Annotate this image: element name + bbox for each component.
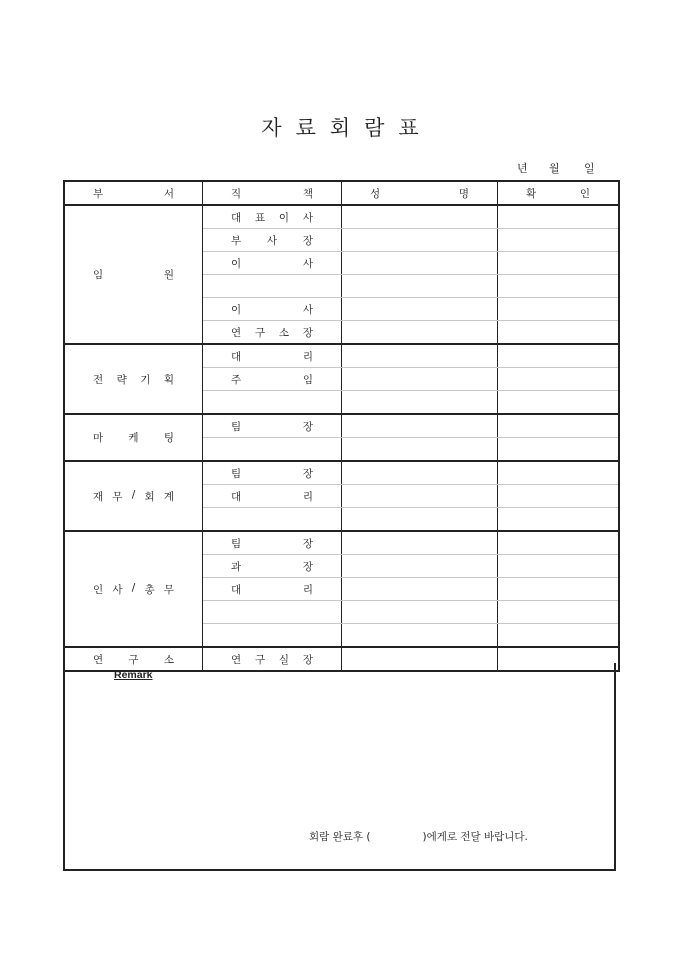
name-entry-cell[interactable] (342, 205, 498, 229)
confirm-entry-cell[interactable] (498, 578, 620, 601)
position-title (203, 325, 341, 340)
confirm-entry-cell[interactable] (498, 344, 620, 368)
table-row (64, 414, 619, 438)
name-entry-cell[interactable] (342, 298, 498, 321)
document-title: 자료회람표 (261, 116, 433, 140)
position-cell (203, 344, 342, 368)
position-title-char: 장 (302, 560, 313, 573)
position-title-char: 구 (254, 653, 266, 666)
position-title-char: 장 (302, 467, 313, 480)
header-department (64, 181, 203, 205)
position-title-char: 부 (231, 234, 242, 247)
confirm-entry-cell[interactable] (498, 275, 620, 298)
position-title-char: 과 (231, 560, 242, 573)
position-title (203, 302, 341, 317)
department-cell (64, 531, 203, 647)
department-name-char: / (131, 581, 136, 594)
position-cell (203, 438, 342, 462)
confirm-entry-cell[interactable] (498, 414, 620, 438)
name-entry-cell[interactable] (342, 555, 498, 578)
position-title (203, 233, 341, 248)
position-title (203, 559, 341, 574)
position-title-char: 대 (231, 350, 242, 363)
confirm-entry-cell[interactable] (498, 205, 620, 229)
name-entry-cell[interactable] (342, 508, 498, 532)
confirm-entry-cell[interactable] (498, 485, 620, 508)
confirm-entry-cell[interactable] (498, 508, 620, 532)
forwarding-note (309, 829, 528, 844)
header-text: 책 (302, 187, 313, 200)
name-entry-cell[interactable] (342, 391, 498, 415)
name-entry-cell[interactable] (342, 414, 498, 438)
position-title-char: 실 (278, 653, 290, 666)
name-entry-cell[interactable] (342, 275, 498, 298)
department-name (65, 372, 202, 387)
position-title-char: 팀 (231, 420, 242, 433)
remark-area (63, 663, 616, 871)
department-name-char: 략 (116, 373, 127, 386)
header-text: 성 (370, 187, 381, 200)
department-name-char: 재 (93, 490, 104, 503)
forwarding-note-suffix: )에게로 전달 바랍니다. (422, 831, 528, 843)
department-name-char: 계 (163, 490, 174, 503)
position-title-char: 팀 (231, 467, 242, 480)
department-name-char: 획 (163, 373, 174, 386)
position-title-char: 리 (302, 490, 313, 503)
date-year-label: 년 (517, 162, 528, 175)
department-name-char: 마 (93, 432, 104, 444)
position-cell (203, 485, 342, 508)
name-entry-cell[interactable] (342, 321, 498, 345)
position-title (203, 256, 341, 271)
header-name (342, 181, 498, 205)
position-title-char: 장 (302, 234, 313, 247)
department-name-char: 임 (93, 269, 104, 281)
position-title (203, 419, 341, 434)
position-title-char: 장 (302, 420, 313, 433)
position-title-char: 구 (254, 326, 266, 339)
department-name-char: 무 (163, 583, 174, 596)
header-text: 인 (579, 187, 590, 200)
remark-label: Remark (114, 669, 153, 681)
name-entry-cell[interactable] (342, 485, 498, 508)
department-name-char: 원 (163, 269, 174, 281)
position-title-char: 팀 (231, 537, 242, 550)
name-entry-cell[interactable] (342, 461, 498, 485)
position-title-char: 표 (254, 211, 266, 224)
header-confirm (498, 181, 620, 205)
position-cell (203, 275, 342, 298)
table-header-row (64, 181, 619, 205)
confirm-entry-cell[interactable] (498, 368, 620, 391)
position-title-char: 사 (302, 257, 313, 270)
header-text: 명 (458, 187, 469, 200)
name-entry-cell[interactable] (342, 438, 498, 462)
position-title (203, 582, 341, 597)
department-cell (64, 414, 203, 461)
header-position (203, 181, 342, 205)
department-cell (64, 461, 203, 531)
position-title (203, 210, 341, 225)
position-cell (203, 368, 342, 391)
table-row (64, 344, 619, 368)
position-cell (203, 508, 342, 532)
department-name-char: 소 (163, 653, 174, 666)
department-name-char: 케 (128, 432, 139, 444)
date-day-label: 일 (584, 162, 595, 175)
position-title-char: 사 (302, 211, 313, 224)
position-title (203, 349, 341, 364)
name-entry-cell[interactable] (342, 344, 498, 368)
department-cell (64, 344, 203, 414)
position-title-char: 주 (231, 373, 242, 386)
header-text: 직 (231, 187, 242, 200)
confirm-entry-cell[interactable] (498, 555, 620, 578)
header-text: 확 (526, 187, 537, 200)
department-name-char: 사 (112, 583, 123, 596)
department-name-char: 인 (93, 583, 104, 596)
position-cell (203, 624, 342, 648)
position-title-char: 이 (231, 303, 242, 316)
department-name (65, 582, 202, 597)
position-title-char: 임 (302, 373, 313, 386)
department-cell (64, 205, 203, 344)
position-cell (203, 298, 342, 321)
name-entry-cell[interactable] (342, 368, 498, 391)
position-title-char: 리 (302, 350, 313, 363)
position-title (203, 372, 341, 387)
department-name-char: 총 (144, 583, 155, 596)
confirm-entry-cell[interactable] (498, 321, 620, 345)
department-name-char: 기 (140, 373, 151, 386)
confirm-entry-cell[interactable] (498, 531, 620, 555)
position-title-char: 대 (231, 490, 242, 503)
department-name-char: 팅 (163, 432, 174, 444)
position-cell (203, 601, 342, 624)
position-title-char: 장 (302, 653, 313, 666)
table-row (64, 205, 619, 229)
confirm-entry-cell[interactable] (498, 601, 620, 624)
name-entry-cell[interactable] (342, 229, 498, 252)
position-cell (203, 229, 342, 252)
position-title-char: 장 (302, 326, 313, 339)
position-title-char: 이 (278, 211, 290, 224)
confirm-entry-cell[interactable] (498, 461, 620, 485)
position-title-char: 소 (278, 326, 290, 339)
position-cell (203, 555, 342, 578)
position-title-char: 연 (231, 653, 242, 666)
name-entry-cell[interactable] (342, 601, 498, 624)
header-text: 서 (163, 187, 174, 200)
position-title (203, 536, 341, 551)
position-cell (203, 531, 342, 555)
position-title-char: 대 (231, 583, 242, 596)
department-name-char: / (131, 488, 136, 501)
position-title-char: 사 (266, 234, 278, 247)
forwarding-note-prefix: 회람 완료후 ( (309, 831, 371, 843)
position-title-char: 이 (231, 257, 242, 270)
name-entry-cell[interactable] (342, 252, 498, 275)
position-title-char: 대 (231, 211, 242, 224)
confirm-entry-cell[interactable] (498, 438, 620, 462)
department-name-char: 연 (93, 653, 104, 666)
confirm-entry-cell[interactable] (498, 252, 620, 275)
position-title (203, 466, 341, 481)
department-name-char: 구 (128, 653, 139, 666)
header-text: 부 (93, 187, 104, 200)
position-cell (203, 252, 342, 275)
confirm-entry-cell[interactable] (498, 624, 620, 648)
confirm-entry-cell[interactable] (498, 391, 620, 415)
department-name-char: 회 (144, 490, 155, 503)
position-cell (203, 461, 342, 485)
department-name (65, 267, 202, 282)
position-cell (203, 578, 342, 601)
name-entry-cell[interactable] (342, 531, 498, 555)
name-entry-cell[interactable] (342, 624, 498, 648)
department-name-char: 무 (112, 490, 123, 503)
position-cell (203, 205, 342, 229)
circulation-table (63, 180, 620, 672)
position-cell (203, 414, 342, 438)
department-name (65, 489, 202, 504)
position-title (203, 489, 341, 504)
position-cell (203, 321, 342, 345)
confirm-entry-cell[interactable] (498, 298, 620, 321)
position-title-char: 사 (302, 303, 313, 316)
table-row (64, 531, 619, 555)
confirm-entry-cell[interactable] (498, 229, 620, 252)
name-entry-cell[interactable] (342, 578, 498, 601)
department-name-char: 전 (93, 373, 104, 386)
position-title-char: 리 (302, 583, 313, 596)
position-title-char: 장 (302, 537, 313, 550)
table-row (64, 461, 619, 485)
position-cell (203, 391, 342, 415)
date-month-label: 월 (549, 162, 560, 175)
department-name (65, 430, 202, 445)
position-title-char: 연 (231, 326, 242, 339)
